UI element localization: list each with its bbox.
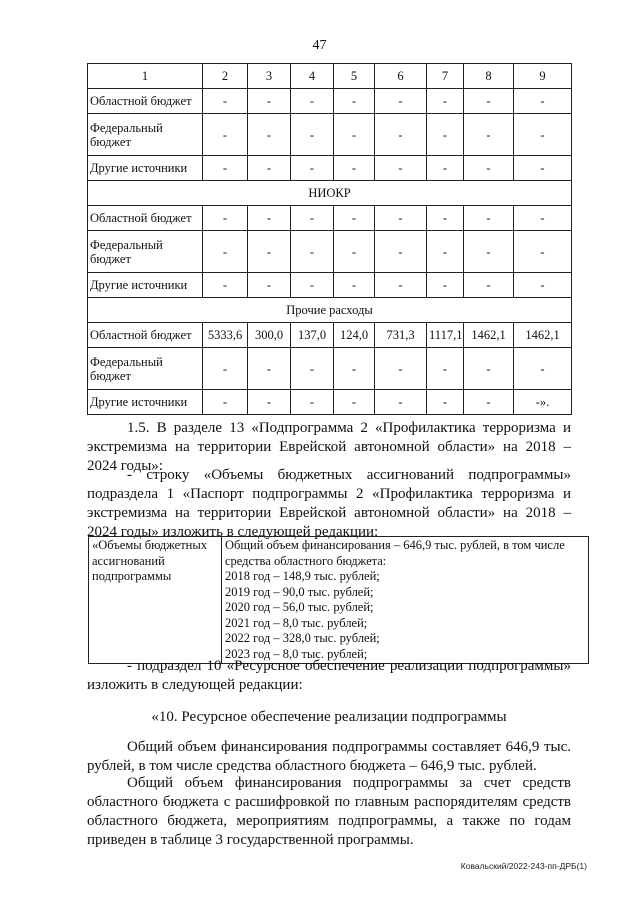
table-cell: - bbox=[514, 89, 572, 114]
table-cell: - bbox=[334, 231, 375, 273]
table-cell: - bbox=[427, 273, 464, 298]
table-cell: - bbox=[203, 156, 248, 181]
section-title: НИОКР bbox=[88, 181, 572, 206]
table-row bbox=[88, 323, 572, 348]
table-cell: - bbox=[203, 114, 248, 156]
passport-label: «Объемы бюджетных ассигнований подпрограммы bbox=[89, 537, 222, 664]
table-cell: - bbox=[291, 231, 334, 273]
table-cell: - bbox=[203, 89, 248, 114]
table-cell: - bbox=[427, 348, 464, 390]
table-cell: - bbox=[334, 273, 375, 298]
table-cell: - bbox=[334, 390, 375, 415]
table-cell: - bbox=[514, 348, 572, 390]
table-row bbox=[88, 273, 572, 298]
section-title: Прочие расходы bbox=[88, 298, 572, 323]
table-cell: - bbox=[334, 348, 375, 390]
passport-line: 2021 год – 8,0 тыс. рублей; bbox=[225, 615, 368, 630]
table-cell: 731,3 bbox=[375, 323, 427, 348]
table-header-row bbox=[88, 64, 572, 89]
header-cell: 2 bbox=[203, 64, 248, 89]
passport-content bbox=[222, 537, 589, 664]
row-label: Другие источники bbox=[88, 390, 203, 415]
header-cell: 6 bbox=[375, 64, 427, 89]
table-cell: - bbox=[334, 206, 375, 231]
table-cell: - bbox=[248, 390, 291, 415]
table-cell: - bbox=[464, 114, 514, 156]
row-label: Другие источники bbox=[88, 273, 203, 298]
table-cell: - bbox=[334, 89, 375, 114]
table-cell: - bbox=[375, 273, 427, 298]
table-cell: 124,0 bbox=[334, 323, 375, 348]
table-row bbox=[88, 206, 572, 231]
table-cell: - bbox=[291, 348, 334, 390]
table-cell: 1462,1 bbox=[464, 323, 514, 348]
passport-line: 2018 год – 148,9 тыс. рублей; bbox=[225, 569, 380, 583]
table-cell: - bbox=[464, 231, 514, 273]
passport-line: Общий объем финансирования – 646,9 тыс. рублей, в том числе средства областного бюджета: bbox=[225, 538, 565, 568]
table-cell: 300,0 bbox=[248, 323, 291, 348]
table-cell: - bbox=[334, 114, 375, 156]
header-cell: 7 bbox=[427, 64, 464, 89]
table-cell: - bbox=[248, 89, 291, 114]
table-cell: - bbox=[291, 273, 334, 298]
table-cell: - bbox=[203, 206, 248, 231]
table-cell: - bbox=[464, 206, 514, 231]
passport-line: 2022 год – 328,0 тыс. рублей; bbox=[225, 631, 380, 645]
passport-line: 2020 год – 56,0 тыс. рублей; bbox=[225, 600, 374, 614]
table-cell: - bbox=[375, 156, 427, 181]
row-label: Федеральный бюджет bbox=[88, 231, 203, 273]
table-cell: - bbox=[427, 89, 464, 114]
passport-line: 2023 год – 8,0 тыс. рублей; bbox=[225, 646, 368, 661]
table-cell: - bbox=[464, 89, 514, 114]
table-cell: - bbox=[375, 390, 427, 415]
paragraph-section-13: 1.5. В разделе 13 «Подпрограмма 2 «Профилактика терроризма и экстремизма на территории Еврейской автономной области» на 2018 – 2024 годы»: bbox=[87, 420, 571, 474]
table-cell: - bbox=[514, 273, 572, 298]
table-cell: - bbox=[427, 156, 464, 181]
table-cell: - bbox=[248, 348, 291, 390]
passport-line: 2019 год – 90,0 тыс. рублей; bbox=[225, 584, 374, 599]
header-cell: 4 bbox=[291, 64, 334, 89]
table-cell: - bbox=[203, 231, 248, 273]
table-cell: - bbox=[375, 114, 427, 156]
table-row bbox=[88, 114, 572, 156]
paragraph-funding-details: Общий объем финансирования подпрограммы за счет средств областного бюджета с расшифровкой по главным распорядителям средств областного бюджета, мероприятиям подпрограммы, а также по годам приведен в таблице 3 государственной программы. bbox=[87, 775, 571, 848]
table-cell: - bbox=[514, 114, 572, 156]
header-cell: 9 bbox=[514, 64, 572, 89]
table-cell: - bbox=[514, 206, 572, 231]
table-cell: - bbox=[427, 114, 464, 156]
table-cell: - bbox=[203, 273, 248, 298]
table-cell: - bbox=[464, 390, 514, 415]
table-cell: - bbox=[375, 89, 427, 114]
table-cell: - bbox=[291, 89, 334, 114]
table-cell: - bbox=[248, 114, 291, 156]
paragraph-passport-row: - строку «Объемы бюджетных ассигнований подпрограммы» подраздела 1 «Паспорт подпрограммы 2 «Профилактика терроризма и экстремизма на территории Еврейской автономной области» на 2018 – 2024 годы» изложить в следующей редакции: bbox=[87, 467, 571, 540]
table-row bbox=[88, 156, 572, 181]
table-section-row bbox=[88, 298, 572, 323]
table-cell: - bbox=[334, 156, 375, 181]
paragraph-total-funding: Общий объем финансирования подпрограммы составляет 646,9 тыс. рублей, в том числе средства областного бюджета – 646,9 тыс. рублей. bbox=[87, 739, 571, 774]
table-cell: - bbox=[375, 231, 427, 273]
table-cell: - bbox=[203, 348, 248, 390]
table-row bbox=[88, 231, 572, 273]
table-cell: - bbox=[291, 206, 334, 231]
header-cell: 1 bbox=[88, 64, 203, 89]
header-cell: 5 bbox=[334, 64, 375, 89]
paragraph-subsection-10: - подраздел 10 «Ресурсное обеспечение реализации подпрограммы» изложить в следующей редакции: bbox=[87, 658, 571, 693]
table-row bbox=[88, 348, 572, 390]
table-cell: - bbox=[514, 231, 572, 273]
row-label: Другие источники bbox=[88, 156, 203, 181]
row-label: Областной бюджет bbox=[88, 89, 203, 114]
table-cell: 5333,6 bbox=[203, 323, 248, 348]
table-cell: - bbox=[427, 390, 464, 415]
table-cell: - bbox=[248, 231, 291, 273]
table-cell: 137,0 bbox=[291, 323, 334, 348]
table-cell: - bbox=[248, 156, 291, 181]
table-cell: - bbox=[464, 348, 514, 390]
document-footer: Ковальский/2022-243-пп-ДРБ(1) bbox=[460, 861, 587, 871]
header-cell: 3 bbox=[248, 64, 291, 89]
passport-table bbox=[88, 536, 589, 664]
row-label: Федеральный бюджет bbox=[88, 114, 203, 156]
table-cell: 1117,1 bbox=[427, 323, 464, 348]
table-cell: -». bbox=[514, 390, 572, 415]
table-cell: - bbox=[248, 273, 291, 298]
table-section-row bbox=[88, 181, 572, 206]
header-cell: 8 bbox=[464, 64, 514, 89]
table-cell: - bbox=[203, 390, 248, 415]
table-cell: - bbox=[464, 273, 514, 298]
table-cell: - bbox=[291, 390, 334, 415]
table-cell: - bbox=[375, 348, 427, 390]
row-label: Федеральный бюджет bbox=[88, 348, 203, 390]
table-cell: - bbox=[427, 206, 464, 231]
table-cell: - bbox=[291, 156, 334, 181]
row-label: Областной бюджет bbox=[88, 206, 203, 231]
page-number: 47 bbox=[312, 38, 327, 53]
table-row bbox=[88, 390, 572, 415]
table-cell: - bbox=[291, 114, 334, 156]
table-cell: - bbox=[427, 231, 464, 273]
table-cell: - bbox=[514, 156, 572, 181]
budget-table bbox=[87, 63, 572, 415]
table-cell: - bbox=[375, 206, 427, 231]
table-cell: 1462,1 bbox=[514, 323, 572, 348]
row-label: Областной бюджет bbox=[88, 323, 203, 348]
table-cell: - bbox=[248, 206, 291, 231]
table-row bbox=[88, 89, 572, 114]
subsection-heading: «10. Ресурсное обеспечение реализации подпрограммы bbox=[151, 709, 507, 725]
table-cell: - bbox=[464, 156, 514, 181]
